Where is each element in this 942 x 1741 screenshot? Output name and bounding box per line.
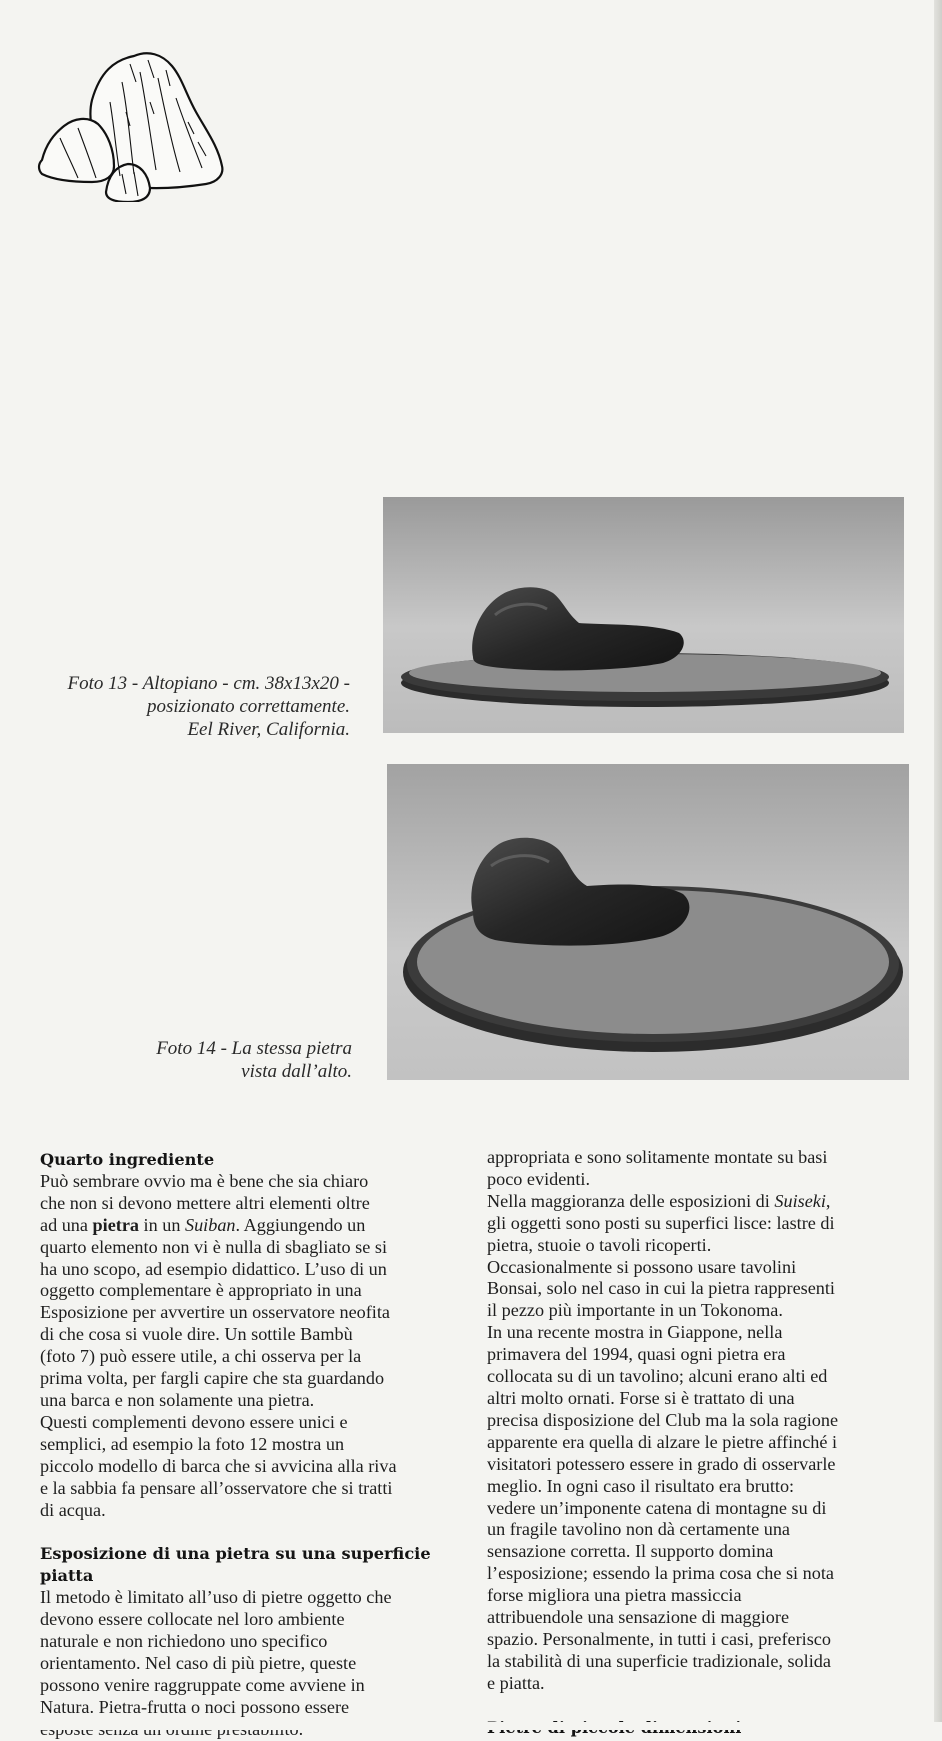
paragraph — [40, 1171, 470, 1412]
paragraph — [40, 1587, 470, 1740]
stone-drawing-logo — [30, 42, 230, 202]
text-line: e piatta. — [487, 1672, 545, 1693]
right-text-column — [487, 1147, 907, 1739]
text-line: visitatori potessero essere in grado di osservarle — [487, 1453, 836, 1474]
text-line: Questi complementi devono essere unici e — [40, 1411, 348, 1432]
paragraph — [487, 1191, 907, 1257]
text-line: Occasionalmente si possono usare tavolini — [487, 1256, 797, 1277]
paragraph — [487, 1257, 907, 1323]
text-line: sensazione corretta. Il supporto domina — [487, 1541, 774, 1562]
text-line: orientamento. Nel caso di più pietre, queste — [40, 1652, 357, 1673]
text-line — [487, 1191, 907, 1213]
text-line: meglio. In ogni caso il risultato era brutto: — [487, 1475, 795, 1496]
photo-13-caption — [20, 672, 350, 741]
text-line: forse migliora una pietra massiccia — [487, 1585, 742, 1606]
text-line: un fragile tavolino non dà certamente una — [487, 1519, 791, 1540]
section-heading-esposizione — [40, 1543, 470, 1587]
caption-line: posizionato correttamente. — [147, 696, 350, 717]
text-line: gli oggetti sono posti su superfici lisce: lastre di — [487, 1212, 835, 1233]
text-line: apparente era quella di alzare le pietre affinché i — [487, 1431, 838, 1452]
text-line: possono venire raggruppate come avviene in — [40, 1674, 365, 1695]
italic-term-suiseki: Suiseki — [774, 1190, 826, 1211]
caption-line: vista dall’alto. — [241, 1061, 352, 1082]
text-line: oggetto complementare è appropriato in una — [40, 1280, 362, 1301]
text-line: attribuendole una sensazione di maggiore — [487, 1607, 790, 1628]
text-line: Bonsai, solo nel caso in cui la pietra rappresenti — [487, 1278, 835, 1299]
text-line: poco evidenti. — [487, 1168, 591, 1189]
text-line: altri molto ornati. Forse si è trattato di una — [487, 1387, 795, 1408]
text-run: , — [825, 1190, 831, 1211]
text-line — [40, 1215, 470, 1237]
text-line: quarto elemento non vi è nulla di sbagliato se si — [40, 1236, 388, 1257]
text-line: pietra, stuoie o tavoli ricoperti. — [487, 1234, 712, 1255]
photo-13 — [383, 497, 904, 733]
text-line: primavera del 1994, quasi ogni pietra era — [487, 1344, 786, 1365]
section-heading-quarto-ingrediente: Quarto ingrediente — [40, 1150, 215, 1169]
text-line: che non si devono mettere altri elementi oltre — [40, 1192, 370, 1213]
bold-term-pietra: pietra — [92, 1214, 139, 1235]
text-line: Natura. Pietra-frutta o noci possono essere — [40, 1696, 350, 1717]
text-run: . Aggiungendo un — [235, 1214, 366, 1235]
page-bottom-crop — [0, 1722, 942, 1730]
paragraph — [40, 1412, 470, 1522]
left-text-column — [40, 1149, 470, 1741]
text-line: devono essere collocate nel loro ambiente — [40, 1609, 345, 1630]
caption-line: Foto 13 - Altopiano - cm. 38x13x20 - — [67, 673, 350, 694]
text-line: vedere un’imponente catena di montagne su di — [487, 1497, 827, 1518]
text-line: prima volta, per fargli capire che sta guardando — [40, 1368, 385, 1389]
text-line: il pezzo più importante in un Tokonoma. — [487, 1300, 783, 1321]
text-line: ha uno scopo, ad esempio didattico. L’uso di un — [40, 1258, 387, 1279]
text-line: la stabilità di una superficie tradizionale, solida — [487, 1650, 831, 1671]
heading-line: piatta — [40, 1566, 94, 1586]
paragraph — [487, 1322, 907, 1694]
text-run: in un — [139, 1214, 185, 1235]
text-line: Può sembrare ovvio ma è bene che sia chiaro — [40, 1170, 369, 1191]
text-line: l’esposizione; essendo la prima cosa che si nota — [487, 1563, 834, 1584]
text-line: spazio. Personalmente, in tutti i casi, preferisco — [487, 1628, 831, 1649]
text-line: di che cosa si vuole dire. Un sottile Bambù — [40, 1324, 353, 1345]
text-line: precisa disposizione del Club ma la sola ragione — [487, 1409, 839, 1430]
page-edge — [934, 0, 942, 1730]
text-line: semplici, ad esempio la foto 12 mostra un — [40, 1433, 345, 1454]
text-line: e la sabbia fa pensare all’osservatore che si tratti — [40, 1477, 393, 1498]
text-line: di acqua. — [40, 1499, 106, 1520]
text-run: Nella maggioranza delle esposizioni di — [487, 1190, 775, 1211]
photo-14 — [387, 764, 909, 1080]
text-line: piccolo modello di barca che si avvicina alla riva — [40, 1455, 397, 1476]
photo-14-caption — [20, 1037, 352, 1083]
text-line: (foto 7) può essere utile, a chi osserva per la — [40, 1346, 362, 1367]
heading-line: Esposizione di una pietra su una superficie — [40, 1544, 431, 1564]
caption-line: Foto 14 - La stessa pietra — [156, 1038, 352, 1059]
text-run: ad una — [40, 1214, 93, 1235]
caption-line: Eel River, California. — [187, 719, 350, 740]
paragraph — [487, 1147, 907, 1191]
italic-term-suiban: Suiban — [184, 1214, 236, 1235]
text-line: appropriata e sono solitamente montate su basi — [487, 1147, 828, 1167]
text-line: una barca e non solamente una pietra. — [40, 1389, 315, 1410]
text-line: In una recente mostra in Giappone, nella — [487, 1322, 783, 1343]
text-line: naturale e non richiedono uno specifico — [40, 1631, 328, 1652]
text-line: Esposizione per avvertire un osservatore neofita — [40, 1302, 390, 1323]
text-line: Il metodo è limitato all’uso di pietre oggetto che — [40, 1587, 392, 1608]
text-line: collocata su di un tavolino; alcuni erano alti ed — [487, 1366, 828, 1387]
